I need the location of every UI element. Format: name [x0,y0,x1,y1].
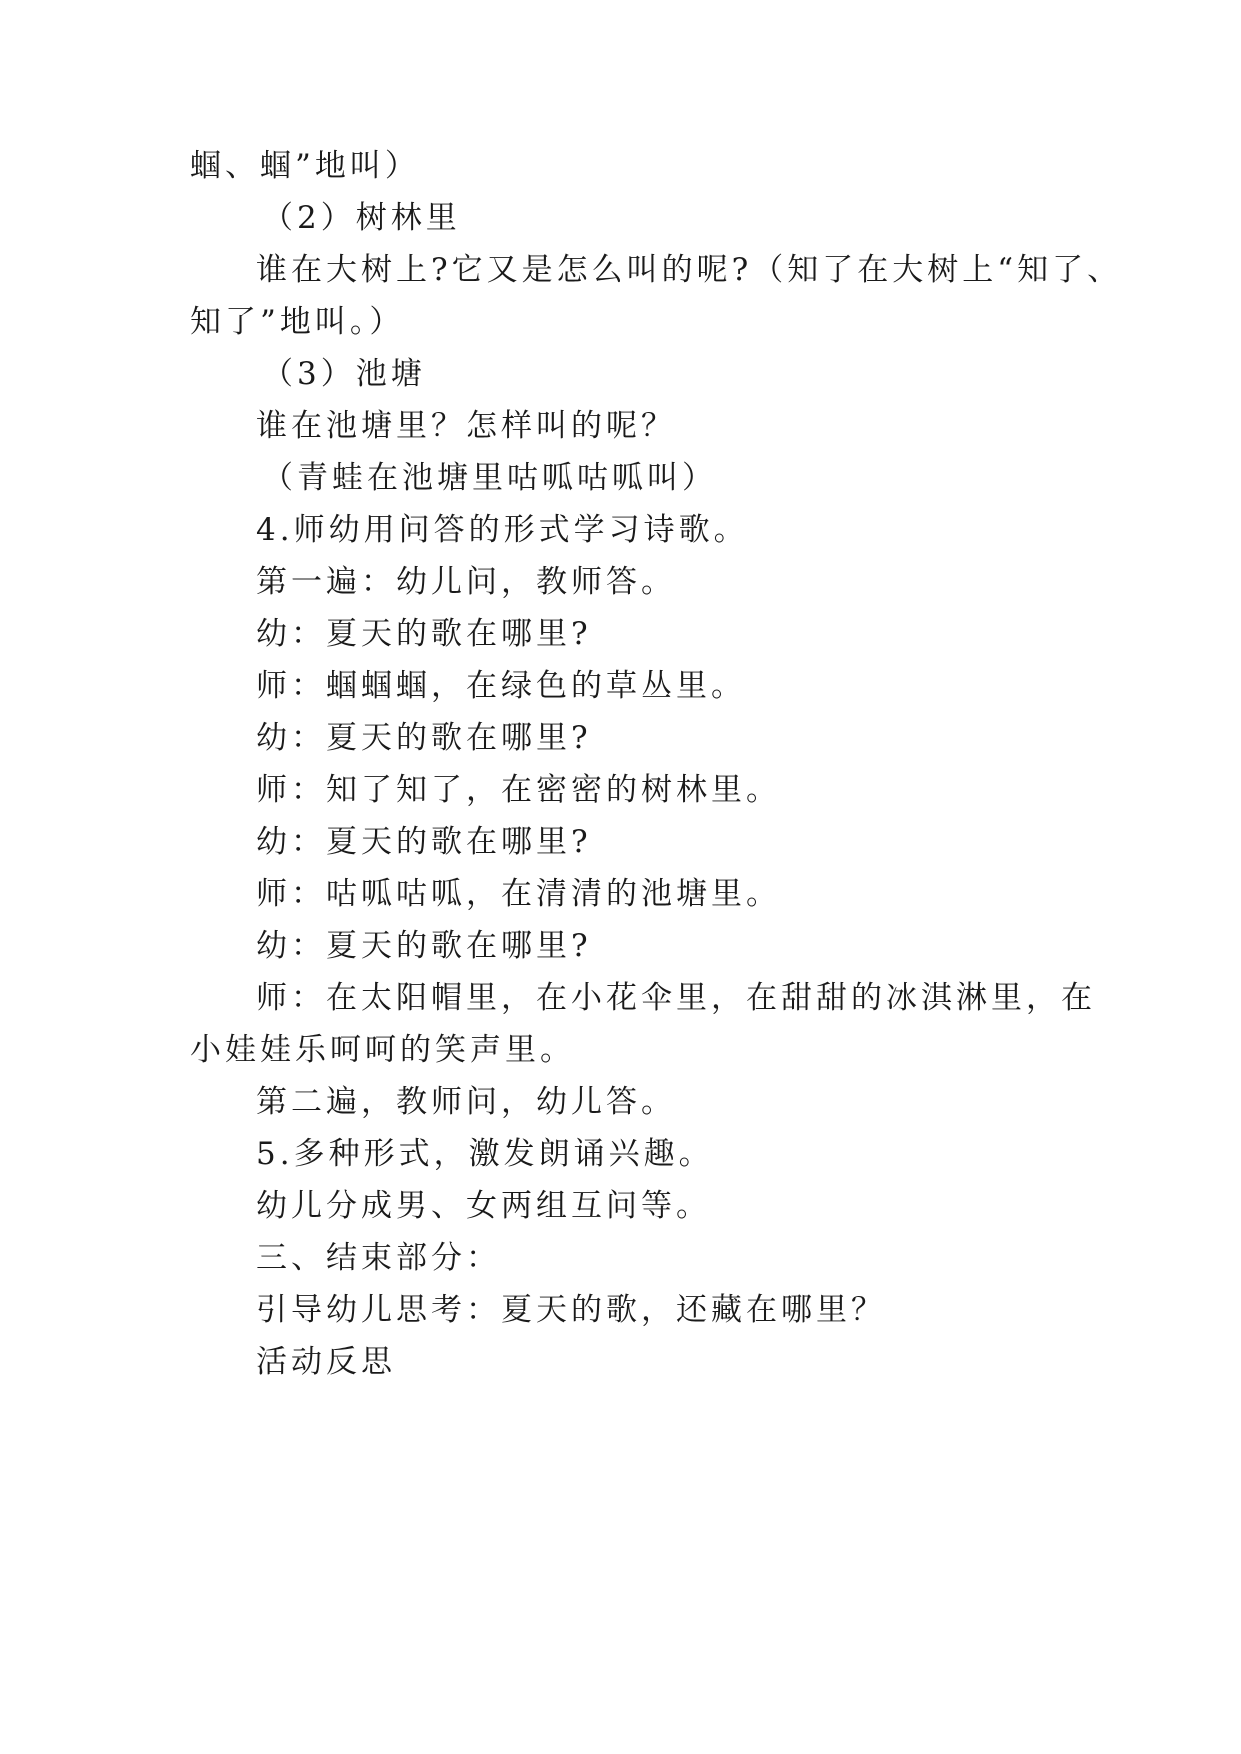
text-line: 谁在池塘里？怎样叫的呢？ [256,408,676,444]
step-heading: 5.多种形式，激发朗诵兴趣。 [256,1136,714,1172]
text-line: （青蛙在池塘里咕呱咕呱叫） [262,460,717,496]
dialogue-line: 幼：夏天的歌在哪里? [256,928,592,964]
text-line: 幼儿分成男、女两组互问等。 [256,1188,711,1224]
section-heading: 三、结束部分： [256,1240,501,1276]
text-line: 谁在大树上?它又是怎么叫的呢?（知了在大树上“知了、 [256,252,1123,288]
text-line: 蝈、蝈”地叫） [190,148,420,184]
dialogue-line: 师：咕呱咕呱，在清清的池塘里。 [256,876,781,912]
section-heading: 活动反思 [256,1344,396,1380]
dialogue-line: 幼：夏天的歌在哪里? [256,616,592,652]
text-line: 第一遍：幼儿问，教师答。 [256,564,676,600]
text-line: 知了”地叫。） [190,304,405,340]
section-heading: （2）树林里 [262,200,461,236]
dialogue-line: 师：在太阳帽里，在小花伞里，在甜甜的冰淇淋里，在 [256,980,1096,1016]
dialogue-line: 师：蝈蝈蝈，在绿色的草丛里。 [256,668,746,704]
dialogue-line: 幼：夏天的歌在哪里? [256,824,592,860]
section-heading: （3）池塘 [262,356,426,392]
dialogue-line: 师：知了知了，在密密的树林里。 [256,772,781,808]
text-line: 引导幼儿思考：夏天的歌，还藏在哪里？ [256,1292,886,1328]
dialogue-line: 幼：夏天的歌在哪里? [256,720,592,756]
text-line: 第二遍，教师问，幼儿答。 [256,1084,676,1120]
dialogue-line: 小娃娃乐呵呵的笑声里。 [190,1032,575,1068]
step-heading: 4.师幼用问答的形式学习诗歌。 [256,512,749,548]
